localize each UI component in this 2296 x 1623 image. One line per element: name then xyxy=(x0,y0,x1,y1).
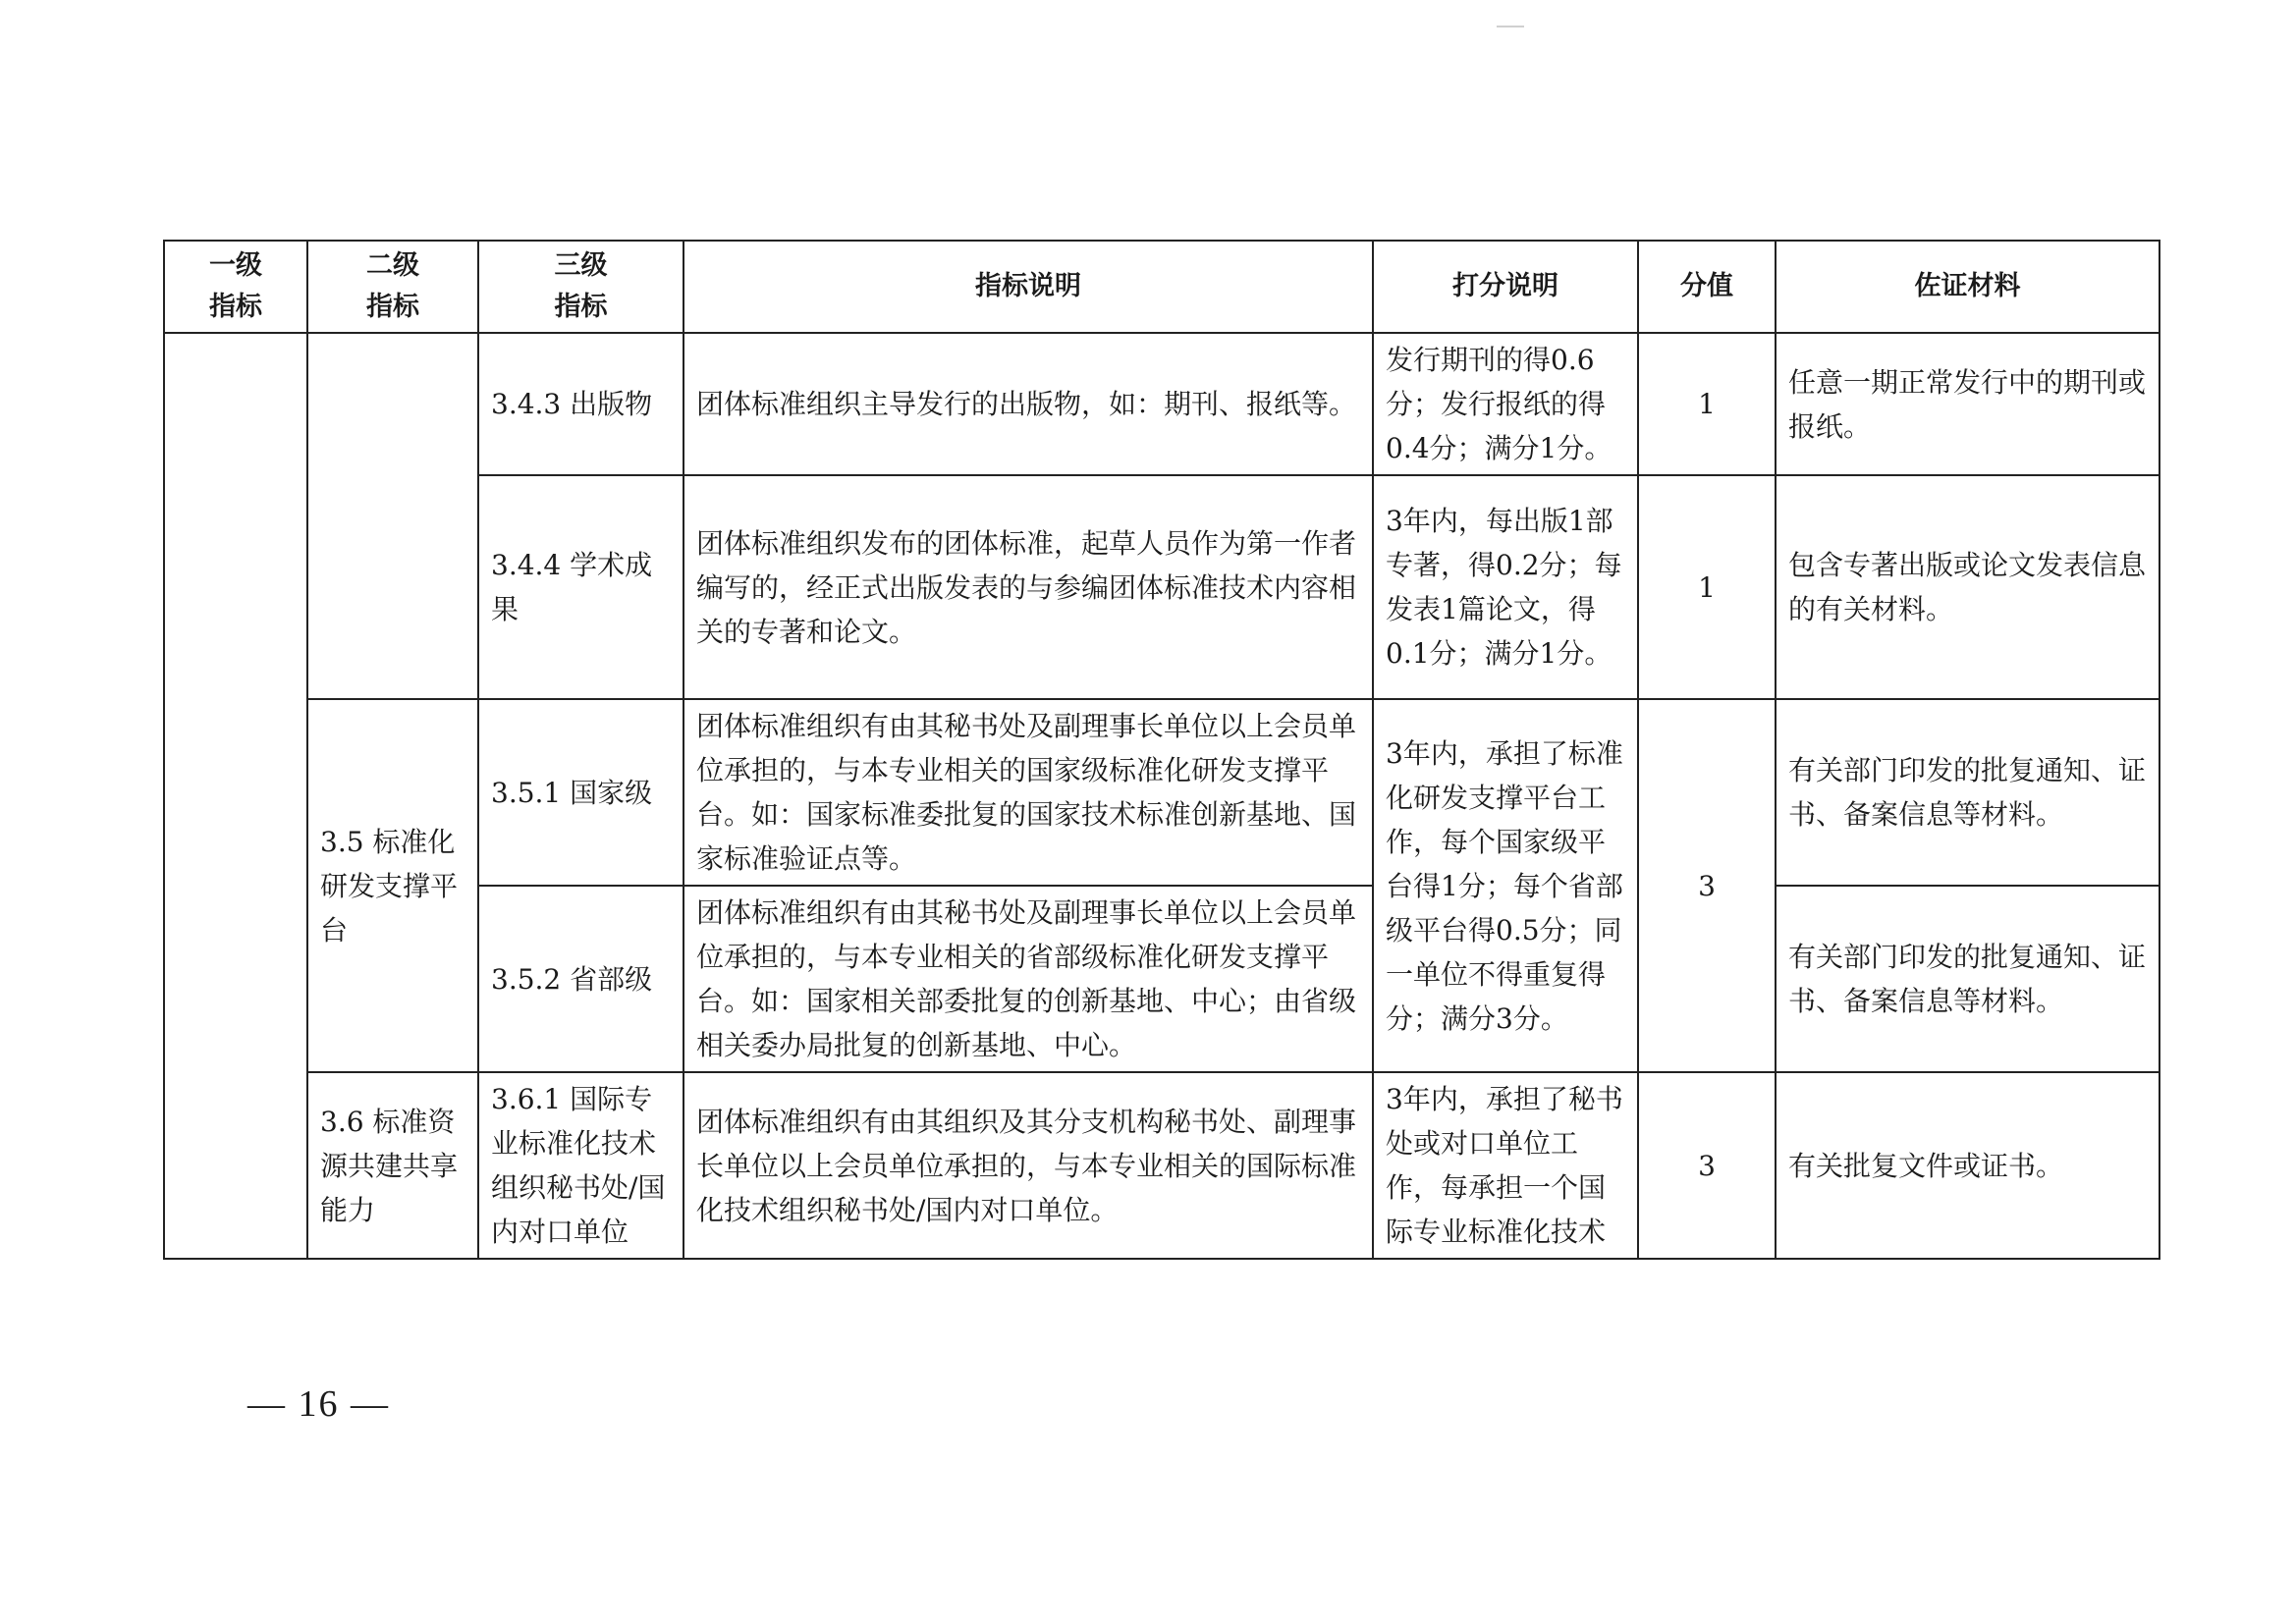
secondary-cell: 3.6 标准资源共建共享能力 xyxy=(307,1072,478,1259)
description-cell: 团体标准组织主导发行的出版物，如：期刊、报纸等。 xyxy=(683,333,1373,475)
header-level1: 一级 指标 xyxy=(164,241,307,333)
header-scoring: 打分说明 xyxy=(1373,241,1638,333)
page-number: — 16 — xyxy=(247,1383,390,1425)
evidence-cell: 有关部门印发的批复通知、证书、备案信息等材料。 xyxy=(1776,699,2159,886)
secondary-cell: 3.5 标准化研发支撑平台 xyxy=(307,699,478,1072)
header-level3: 三级 指标 xyxy=(478,241,683,333)
score-cell: 3 xyxy=(1638,699,1776,1072)
description-cell: 团体标准组织有由其秘书处及副理事长单位以上会员单位承担的，与本专业相关的省部级标准化研发支撑平台。如：国家相关部委批复的创新基地、中心；由省级相关委办局批复的创新基地、中心。 xyxy=(683,886,1373,1072)
tertiary-cell: 3.5.1 国家级 xyxy=(478,699,683,886)
tertiary-cell: 3.4.3 出版物 xyxy=(478,333,683,475)
evidence-cell: 包含专著出版或论文发表信息的有关材料。 xyxy=(1776,475,2159,699)
description-cell: 团体标准组织有由其组织及其分支机构秘书处、副理事长单位以上会员单位承担的，与本专业相关的国际标准化技术组织秘书处/国内对口单位。 xyxy=(683,1072,1373,1259)
evidence-cell: 任意一期正常发行中的期刊或报纸。 xyxy=(1776,333,2159,475)
tertiary-cell: 3.5.2 省部级 xyxy=(478,886,683,1072)
level2-cell-empty xyxy=(307,333,478,699)
table-row xyxy=(164,333,2159,475)
scoring-cell: 发行期刊的得0.6分；发行报纸的得0.4分；满分1分。 xyxy=(1373,333,1638,475)
tertiary-cell: 3.6.1 国际专业标准化技术组织秘书处/国内对口单位 xyxy=(478,1072,683,1259)
score-cell: 1 xyxy=(1638,333,1776,475)
scan-mark xyxy=(1497,26,1524,27)
level1-cell xyxy=(164,333,307,1259)
tertiary-cell: 3.4.4 学术成果 xyxy=(478,475,683,699)
table-header-row xyxy=(164,241,2159,333)
table-row xyxy=(164,699,2159,886)
header-level2: 二级 指标 xyxy=(307,241,478,333)
table-row xyxy=(164,1072,2159,1259)
description-cell: 团体标准组织有由其秘书处及副理事长单位以上会员单位承担的，与本专业相关的国家级标准化研发支撑平台。如：国家标准委批复的国家技术标准创新基地、国家标准验证点等。 xyxy=(683,699,1373,886)
header-description: 指标说明 xyxy=(683,241,1373,333)
header-evidence: 佐证材料 xyxy=(1776,241,2159,333)
scoring-cell: 3年内，每出版1部专著，得0.2分；每发表1篇论文，得0.1分；满分1分。 xyxy=(1373,475,1638,699)
description-cell: 团体标准组织发布的团体标准，起草人员作为第一作者编写的，经正式出版发表的与参编团体标准技术内容相关的专著和论文。 xyxy=(683,475,1373,699)
evaluation-index-table xyxy=(163,240,2160,1260)
score-cell: 1 xyxy=(1638,475,1776,699)
evidence-cell: 有关批复文件或证书。 xyxy=(1776,1072,2159,1259)
scoring-cell: 3年内，承担了秘书处或对口单位工作，每承担一个国际专业标准化技术 xyxy=(1373,1072,1638,1259)
scoring-cell: 3年内，承担了标准化研发支撑平台工作，每个国家级平台得1分；每个省部级平台得0.5分；同一单位不得重复得分；满分3分。 xyxy=(1373,699,1638,1072)
evidence-cell: 有关部门印发的批复通知、证书、备案信息等材料。 xyxy=(1776,886,2159,1072)
header-score: 分值 xyxy=(1638,241,1776,333)
score-cell: 3 xyxy=(1638,1072,1776,1259)
